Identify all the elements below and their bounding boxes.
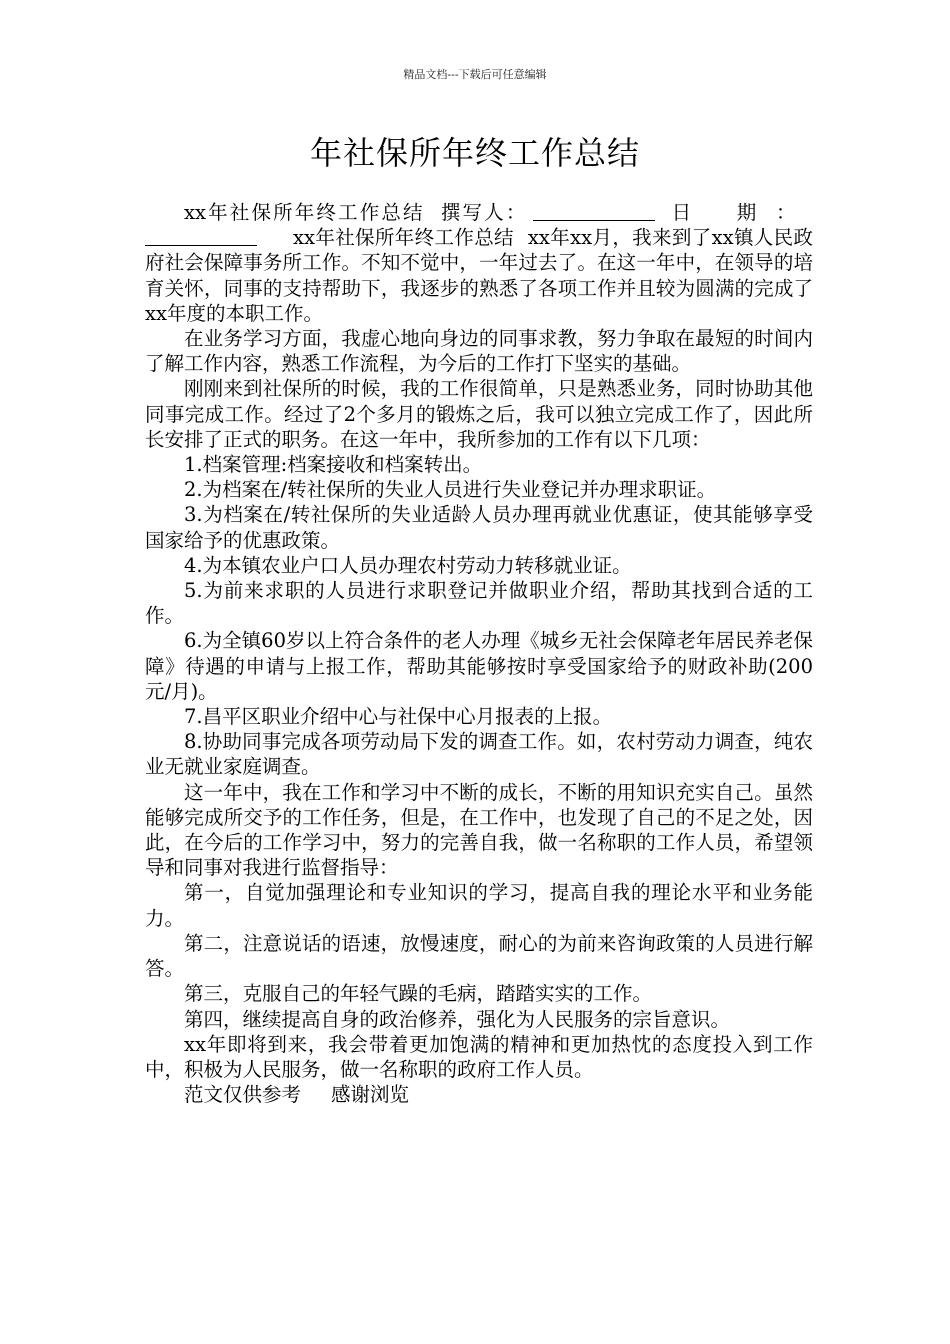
intro-lead-title: xx年社保所年终工作总结 bbox=[184, 201, 425, 224]
footer-right-text: 感谢浏览 bbox=[331, 1083, 410, 1107]
page-header-note: 精品文档---下载后可任意编辑 bbox=[403, 68, 547, 81]
body-paragraph: 第三，克服自己的年轻气躁的毛病，踏踏实实的工作。 bbox=[184, 982, 653, 1006]
list-item: 7.昌平区职业介绍中心与社保中心月报表的上报。 bbox=[184, 705, 613, 729]
document-title: 年社保所年终工作总结 bbox=[309, 134, 640, 172]
intro-text: xx年xx月，我来到了xx镇人民政府社会保障事务所工作。不知不觉中，一年过去了。在这一年中，在领导的培育关怀，同事的支持帮助下，我逐步的熟悉了各项工作并且较为圆满的完成了xx年度的本职工作。 bbox=[145, 226, 814, 325]
footer-left-text: 范文仅供参考 bbox=[184, 1083, 302, 1107]
list-item: 4.为本镇农业户口人员办理农村劳动力转移就业证。 bbox=[184, 553, 632, 577]
body-paragraph: 第二，注意说话的语速，放慢速度，耐心的为前来咨询政策的人员进行解答。 bbox=[145, 931, 813, 981]
author-label: 撰写人： bbox=[438, 201, 528, 224]
list-item: 6.为全镇60岁以上符合条件的老人办理《城乡无社会保障老年居民养老保障》待遇的申请与上报工作，帮助其能够按时享受国家给予的财政补助(200元/月)。 bbox=[145, 629, 813, 703]
list-item: 3.为档案在/转社保所的失业适龄人员办理再就业优惠证，使其能够享受国家给予的优惠政策。 bbox=[145, 503, 813, 552]
intro-repeat-title: xx年社保所年终工作总结 bbox=[293, 226, 514, 250]
list-item: 8.协助同事完成各项劳动局下发的调查工作。如，农村劳动力调查，纯农业无就业家庭调查。 bbox=[145, 730, 813, 779]
document-body bbox=[145, 200, 813, 1107]
date-label: 日 期： bbox=[669, 201, 813, 224]
list-item: 5.为前来求职的人员进行求职登记并做职业介绍，帮助其找到合适的工作。 bbox=[145, 579, 813, 628]
body-paragraph: 在业务学习方面，我虚心地向身边的同事求教，努力争取在最短的时间内了解工作内容，熟悉工作流程，为今后的工作打下坚实的基础。 bbox=[145, 327, 813, 376]
footer-line bbox=[145, 1082, 813, 1107]
body-paragraph: 这一年中，我在工作和学习中不断的成长，不断的用知识充实自己。虽然能够完成所交予的工作任务，但是，在工作中，也发现了自己的不足之处，因此，在今后的工作学习中，努力的完善自我，做一名称职的工作人员，希望领导和同事对我进行监督指导： bbox=[145, 780, 813, 880]
list-item: 1.档案管理:档案接收和档案转出。 bbox=[184, 453, 483, 477]
intro-paragraph bbox=[145, 200, 813, 326]
body-paragraph: 刚刚来到社保所的时候，我的工作很简单，只是熟悉业务，同时协助其他同事完成工作。经过了2个多月的锻炼之后，我可以独立完成工作了，因此所长安排了正式的职务。在这一年中，我所参加的工作有以下几项： bbox=[145, 377, 813, 451]
list-item: 2.为档案在/转社保所的失业人员进行失业登记并办理求职证。 bbox=[184, 478, 717, 502]
body-paragraph: xx年即将到来，我会带着更加饱满的精神和更加热忱的态度投入到工作中，积极为人民服务，做一名称职的政府工作人员。 bbox=[145, 1032, 813, 1081]
body-paragraph: 第四，继续提高自身的政治修养，强化为人民服务的宗旨意识。 bbox=[184, 1007, 731, 1031]
author-blank bbox=[533, 202, 655, 221]
body-paragraph: 第一，自觉加强理论和专业知识的学习，提高自我的理论水平和业务能力。 bbox=[145, 881, 813, 930]
date-blank bbox=[145, 227, 257, 246]
